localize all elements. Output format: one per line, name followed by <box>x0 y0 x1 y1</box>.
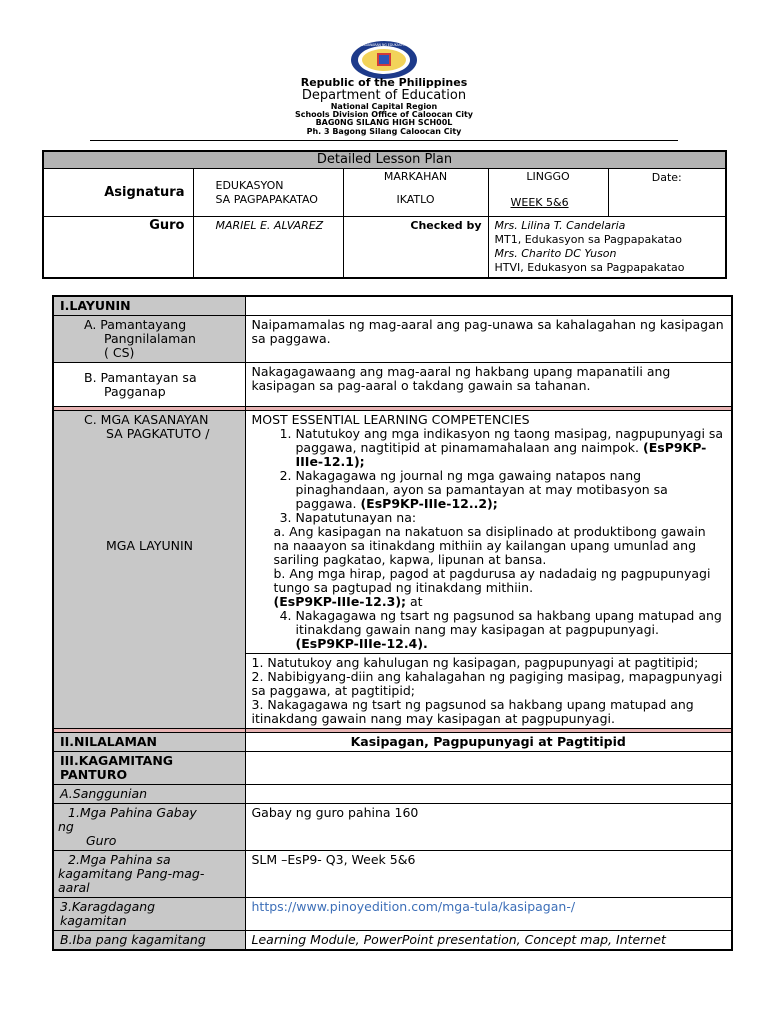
checked-by-label: Checked by <box>343 217 488 279</box>
nilalaman-value: Kasipagan, Pagpupunyagi at Pagtitipid <box>245 733 732 752</box>
checker2-name: Mrs. Charito DC Yuson <box>494 247 617 260</box>
markahan-value: IKATLO <box>396 193 435 206</box>
checker1-name: Mrs. Lilina T. Candelaria <box>494 219 626 232</box>
header-divider <box>90 140 678 141</box>
date-cell <box>608 169 726 217</box>
linggo-value: WEEK 5&6 <box>510 196 569 209</box>
date-label: Date: <box>651 171 682 184</box>
karagdagang-link[interactable]: https://www.pinoyedition.com/mga-tula/kasipagan-/ <box>245 898 732 931</box>
asignatura-value: EDUKASYON SA PAGPAPAKATAO <box>193 169 343 217</box>
linggo-cell <box>488 169 608 217</box>
cs-label: A. Pamantayang Pangnilalaman ( CS) <box>53 316 245 363</box>
melc-item-2: 2. Nakagagawa ng journal ng mga gawaing natapos nang pinaghandaan, ayon sa pamantayan at may motibasyon sa paggawa. (EsP9KP-IIIe-12..2); <box>296 469 726 511</box>
deped-seal-icon <box>349 40 419 80</box>
iba-label: B.Iba pang kagamitang <box>53 931 245 951</box>
sanggunian-label: A.Sanggunian <box>53 785 245 804</box>
karagdagang-label: 3.Karagdagang kagamitan <box>53 898 245 931</box>
sanggunian-empty <box>245 785 732 804</box>
lesson-info-table <box>42 150 727 279</box>
layunin-header: I.LAYUNIN <box>53 296 245 316</box>
nilalaman-header: II.NILALAMAN <box>53 733 245 752</box>
gabay-label: 1.Mga Pahina Gabay ng Guro <box>53 804 245 851</box>
checker1-title: MT1, Edukasyon sa Pagpapakatao <box>494 233 682 246</box>
kagamitan-empty <box>245 752 732 785</box>
objective-1: 1. Natutukoy ang kahulugan ng kasipagan, pagpupunyagi at pagtitipid; <box>251 655 699 670</box>
division-line: Schools Division Office of Caloocan City <box>294 110 473 119</box>
guro-value: MARIEL E. ALVAREZ <box>193 217 343 279</box>
melc-item-1: 1. Natutukoy ang mga indikasyon ng taong masipag, nagpupunyagi sa paggawa, nagtitipid at pinamamahalaan ang naimpok. (EsP9KP-IIIe-12.1); <box>296 427 726 469</box>
seal-text: KAGAWARAN NG EDUKASYON <box>360 43 408 47</box>
asignatura-label: Asignatura <box>43 169 193 217</box>
melc-item-4: 4. Nakagagawa ng tsart ng pagsunod sa hakbang upang matupad ang itinakdang gawain nang may kasipagan at pagpupunyagi. (EsP9KP-IIIe-12.4). <box>296 609 726 651</box>
objective-3: 3. Nakagagawa ng tsart ng pagsunod sa hakbang upang matupad ang itinakdang gawain nang may kasipagan at pagpupunyagi. <box>251 697 694 726</box>
guro-label: Guro <box>43 217 193 279</box>
linggo-label: LINGGO <box>526 170 570 183</box>
melc-cell <box>245 411 732 654</box>
department-line: Department of Education <box>301 88 467 103</box>
checkers-cell <box>488 217 726 279</box>
kagamitan-label: 2.Mga Pahina sa kagamitang Pang-mag- aaral <box>53 851 245 898</box>
plan-title: Detailed Lesson Plan <box>43 151 726 169</box>
kasanayan-label: C. MGA KASANAYAN SA PAGKATUTO / MGA LAYUNIN <box>53 411 245 729</box>
republic-line: Republic of the Philippines <box>300 76 468 89</box>
checker2-title: HTVI, Edukasyon sa Pagpapakatao <box>494 261 685 274</box>
cs-value: Naipamamalas ng mag-aaral ang pag-unawa sa kahalagahan ng kasipagan sa paggawa. <box>245 316 732 363</box>
objective-2: 2. Nabibigyang-diin ang kahalagahan ng pagiging masipag, mapagpunyagi sa paggawa, at pagtitipid; <box>251 669 723 698</box>
melc-item-3: 3. Napatutunayan na: a. Ang kasipagan na nakatuon sa disiplinado at produktibong gawain na naaayon sa itinakdang mithiin ay kailangan upang umunlad ang sariling pagkatao, kapwa, lipunan at bansa. b. Ang mga hirap, pagod at pagdurusa ay nadadaig ng pagpupunyagi tungo sa pagtupad ng itinakdang mithiin. (EsP9KP-IIIe-12.3); at <box>296 511 726 609</box>
pg-value: Nakagagawaang ang mag-aaral ng hakbang upang mapanatili ang kasipagan sa pag-aaral o takdang gawain sa tahanan. <box>245 363 732 407</box>
markahan-cell <box>343 169 488 217</box>
iba-value: Learning Module, PowerPoint presentation, Concept map, Internet <box>245 931 732 951</box>
lesson-plan-table <box>52 295 733 951</box>
address-line: Ph. 3 Bagong Silang Caloocan City <box>306 127 462 136</box>
gabay-value: Gabay ng guro pahina 160 <box>245 804 732 851</box>
objectives-cell <box>245 654 732 729</box>
layunin-empty <box>245 296 732 316</box>
kagamitan-value: SLM –EsP9- Q3, Week 5&6 <box>245 851 732 898</box>
region-line: National Capital Region <box>330 102 438 111</box>
markahan-label: MARKAHAN <box>383 170 448 183</box>
pg-label: B. Pamantayan sa Pagganap <box>53 363 245 407</box>
school-line: BAG0NG SILANG HIGH SCH00L <box>315 118 453 127</box>
melc-header: MOST ESSENTIAL LEARNING COMPETENCIES <box>251 412 530 427</box>
kagamitan-header: III.KAGAMITANG PANTURO <box>53 752 245 785</box>
